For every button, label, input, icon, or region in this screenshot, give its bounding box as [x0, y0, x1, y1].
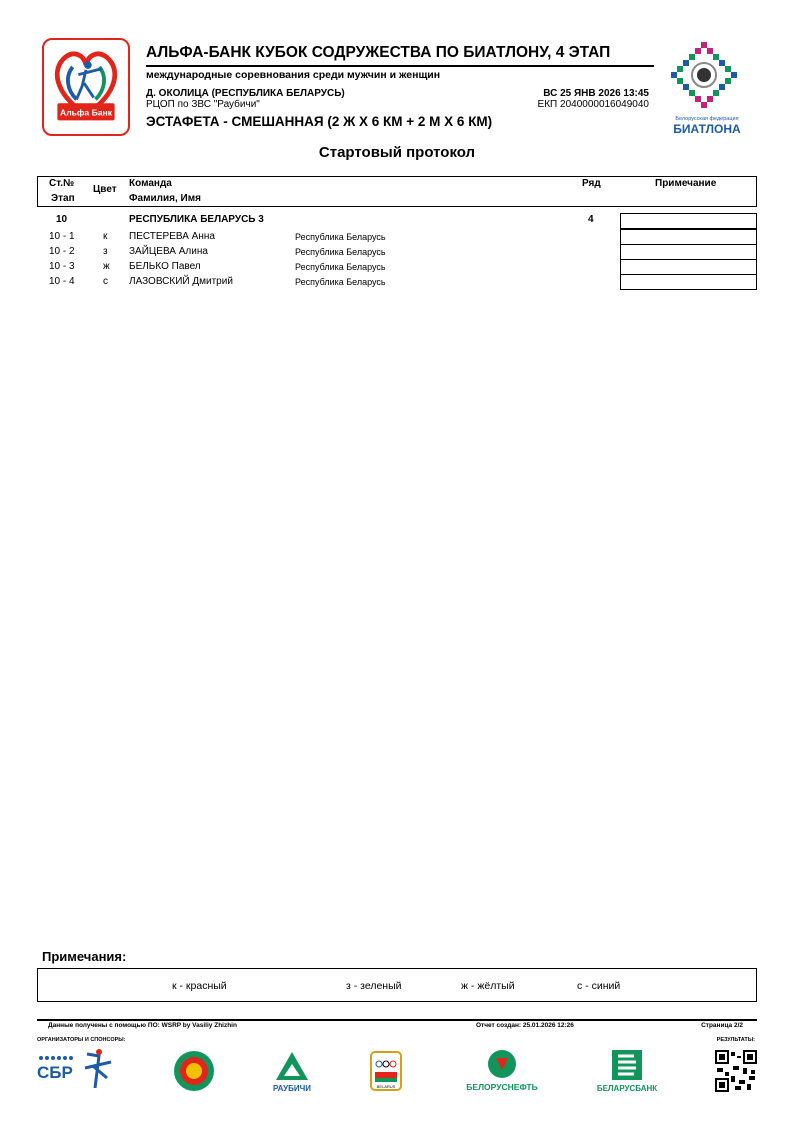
athlete-nation: Республика Беларусь: [295, 262, 386, 272]
race-code: ЕКП 2040000016049040: [537, 99, 649, 110]
athlete-name: ЛАЗОВСКИЙ Дмитрий: [129, 276, 233, 287]
federation-label-big: БИАТЛОНА: [673, 122, 741, 136]
coat-of-arms-logo: [172, 1048, 216, 1094]
belorusneft-text: БЕЛОРУСНЕФТЬ: [466, 1082, 538, 1092]
athlete-leg: 10 - 3: [49, 261, 75, 272]
athlete-color: з: [103, 246, 108, 257]
race-title: ЭСТАФЕТА - СМЕШАННАЯ (2 Ж X 6 КМ + 2 М X 6 КМ): [146, 114, 493, 129]
biathlon-federation-logo: [668, 40, 746, 138]
title-divider: [146, 65, 654, 67]
col-leg: Этап: [51, 193, 75, 204]
team-row: 4: [588, 214, 594, 225]
footer-divider: [37, 1019, 757, 1021]
legend-yellow: ж - жёлтый: [461, 980, 515, 992]
legend-blue: с - синий: [577, 980, 621, 992]
athlete-name: ЗАЙЦЕВА Алина: [129, 246, 208, 257]
col-color: Цвет: [93, 184, 117, 195]
athlete-nation: Республика Беларусь: [295, 277, 386, 287]
page-number: Страница 2/2: [701, 1022, 743, 1029]
athlete-note-field: [620, 229, 757, 245]
legend-red: к - красный: [172, 980, 227, 992]
event-title: АЛЬФА-БАНК КУБОК СОДРУЖЕСТВА ПО БИАТЛОНУ, 4 ЭТАП: [146, 44, 611, 61]
col-name: Фамилия, Имя: [129, 193, 201, 204]
team-note-field: [620, 213, 757, 229]
team-bib: 10: [56, 214, 68, 225]
athlete-nation: Республика Беларусь: [295, 247, 386, 257]
federation-label-small: Белорусская федерация: [675, 116, 739, 122]
sbr-text: СБР: [37, 1063, 73, 1082]
athlete-color: с: [103, 276, 108, 287]
athlete-note-field: [620, 274, 757, 290]
organizers-label: ОРГАНИЗАТОРЫ И СПОНСОРЫ:: [37, 1037, 126, 1043]
athlete-color: к: [103, 231, 108, 242]
athlete-nation: Республика Беларусь: [295, 232, 386, 242]
athlete-note-field: [620, 244, 757, 260]
data-source: Данные получены с помощью ПО: WSRP by Vasiliy Zhizhin: [48, 1022, 237, 1029]
race-date: ВС 25 ЯНВ 2026 13:45: [543, 88, 649, 99]
belorusneft-logo: [464, 1048, 540, 1094]
raubichi-text: РАУБИЧИ: [273, 1084, 311, 1093]
team-name: РЕСПУБЛИКА БЕЛАРУСЬ 3: [129, 214, 264, 225]
results-label: РЕЗУЛЬТАТЫ:: [716, 1037, 755, 1043]
athlete-color: ж: [103, 261, 110, 272]
athlete-name: ПЕСТЕРЕВА Анна: [129, 231, 215, 242]
raubichi-logo: [272, 1048, 312, 1094]
athlete-note-field: [620, 259, 757, 275]
document-title: Стартовый протокол: [318, 144, 476, 161]
athlete-leg: 10 - 1: [49, 231, 75, 242]
alfa-logo-text: Альфа Банк: [60, 107, 112, 118]
venue: Д. ОКОЛИЦА (РЕСПУБЛИКА БЕЛАРУСЬ): [146, 88, 345, 99]
col-row: Ряд: [582, 178, 601, 189]
belarusbank-logo: [596, 1048, 658, 1094]
sbr-logo: [37, 1048, 117, 1094]
olympic-committee-logo: [367, 1048, 405, 1094]
col-note: Примечание: [655, 178, 717, 189]
col-team: Команда: [129, 178, 172, 189]
results-qr-code[interactable]: [715, 1049, 757, 1093]
belarus-text: BELARUS: [376, 1084, 396, 1089]
athlete-name: БЕЛЬКО Павел: [129, 261, 201, 272]
athlete-leg: 10 - 4: [49, 276, 75, 287]
legend-green: з - зеленый: [346, 980, 402, 992]
belarusbank-text: БЕЛАРУСБАНК: [596, 1084, 658, 1093]
notes-title: Примечания:: [42, 949, 127, 964]
athlete-leg: 10 - 2: [49, 246, 75, 257]
alfa-bank-cup-logo: [42, 38, 130, 136]
report-created: Отчет создан: 25.01.2026 12:26: [476, 1022, 574, 1029]
col-bib: Ст.№: [49, 178, 75, 189]
venue-detail: РЦОП по ЗВС "Раубичи": [146, 99, 260, 110]
event-subtitle: международные соревнования среди мужчин и женщин: [146, 69, 441, 81]
